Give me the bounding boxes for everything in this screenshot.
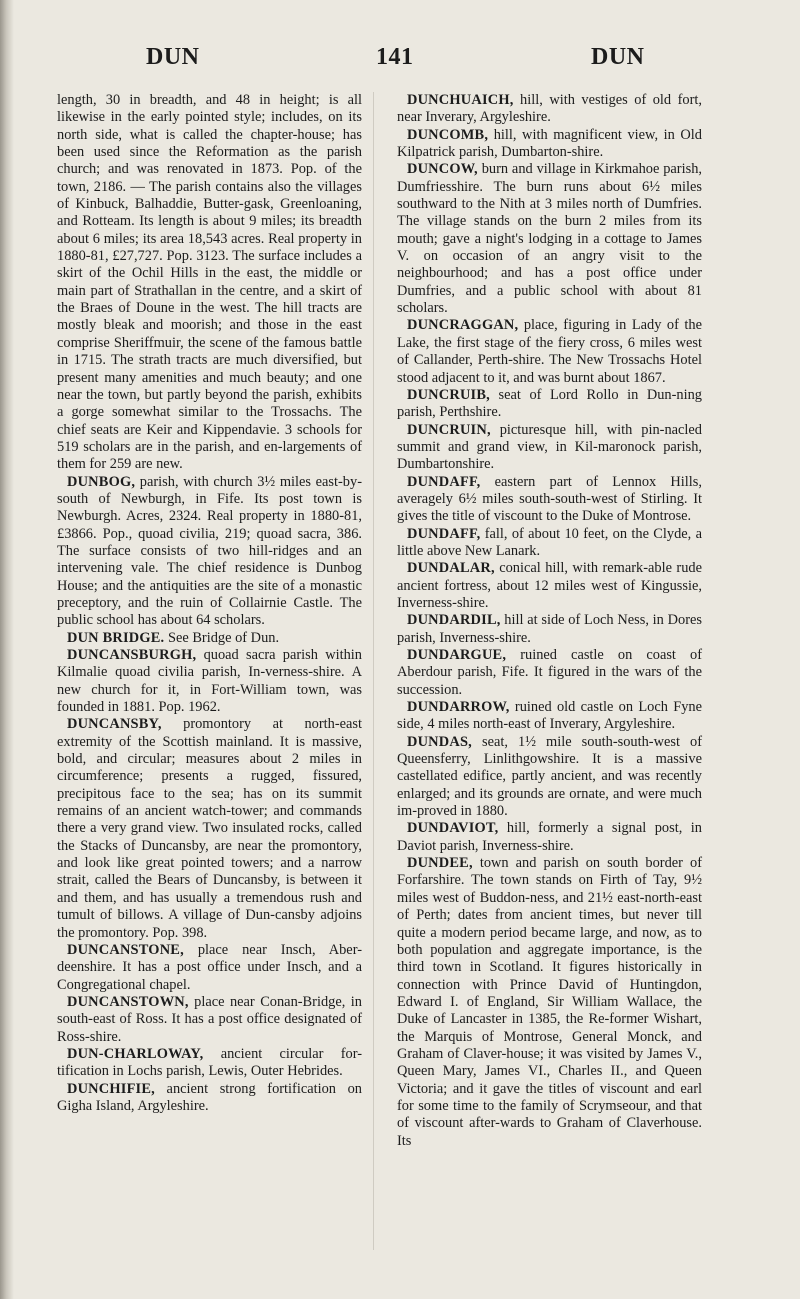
entry-text: hill at side of Loch Ness, in Dores parish, Inverness-shire. [397,612,702,646]
entry-headword: DUNDARDIL, [407,612,501,629]
entry-text: hill, with magnificent view, in Old Kilpatrick parish, Dumbarton-shire. [397,126,702,161]
header-left-word: DUN [146,44,200,70]
gazetteer-entry [57,647,362,716]
gazetteer-entry [397,474,702,526]
entry-text: fall, of about 10 feet, on the Clyde, a little above New Lanark. [397,525,702,559]
entry-headword: DUN-CHARLOWAY, [67,1045,204,1062]
entry-text: seat of Lord Rollo in Dun-ning parish, Perthshire. [397,386,702,421]
entry-text: parish, with church 3½ miles east-by-south of Newburgh, in Fife. Its post town is Newburgh. Acres, 2324. Real property in 1880-81, £3866. Pop., quoad civilia, 219; quoad sacra, 386. The surface consists of two hill-ridges and an intervening vale. The chief residence is Dunbog House; and the antiquities are the site of a monastic preceptory, and the ruin of Collairnie Castle. The public school has about 64 scholars. [57,473,362,629]
entry-text: town and parish on south border of Forfarshire. The town stands on Firth of Tay, 9½ miles west of Buddon-ness, and 21½ east-north-east of Perth; dates from ancient times, but never till quite a modern period became large, and now, as to both population and aggregate importance, is the third town in Scotland. It figures historically in connection with Prince David of Huntingdon, Edward I. of England, Sir William Wallace, the Duke of Lancaster in 1385, the Re-former Wishart, the Marquis of Montrose, General Monck, and Graham of Claver-house; it was visited by James V., Queen Mary, James VI., Charles II., and Queen Victoria; and it gave the titles of viscount and earl for some time to the family of Scrymseour, and that of viscount after-wards to Graham of Claverhouse. Its [397,855,702,1149]
header-right-word: DUN [591,44,645,70]
page-number: 141 [376,44,414,70]
continued-entry-text: length, 30 in breadth, and 48 in height; is all likewise in the early pointed style; includes, on its north side, what is called the chapter-house; has been used since the Reformation as the parish church; and was renovated in 1873. Pop. of the town, 2186. — The parish contains also the villages of Kinbuck, Balhaddie, Butter-gask, Greenloaning, and Rotteam. Its length is about 9 miles; its breadth about 6 miles; its area 18,543 acres. Real property in 1880-81, £27,727. Pop. 3123. The surface includes a skirt of the Ochil Hills in the east, the middle or main part of Strathallan in the centre, and a skirt of the Braes of Doune in the west. The hill tracts are mostly bleak and moorish; and those in the east comprise Sheriffmuir, the scene of the famous battle in 1715. The strath tracts are much diversified, but present many amenities and much beauty; and one near the town, but partly beyond the parish, exhibits a gorge somewhat similar to the Trossachs. The chief seats are Keir and Kippendavie. 3 schools for 519 scholars are in the parish, and en-largements of them for 259 are new. [57,92,362,473]
gazetteer-entry [397,387,702,422]
entry-text: ruined castle on coast of Aberdour parish, Fife. It figured in the wars of the succession. [397,647,702,698]
gazetteer-entry [397,855,702,1150]
entry-text: place near Conan-Bridge, in south-east of Ross. It has a post office designated of Ross-shire. [57,993,362,1045]
right-column [397,92,702,1150]
entry-text: burn and village in Kirkmahoe parish, Dumfriesshire. The burn runs about 6½ miles southward to the Nith at 3 miles north of Dumfries. The village stands on the burn 2 miles from its mouth; gave a night's lodging in a cottage to James V. on occasion of an angry visit to the neighbourhood; and has a post office under Dumfries, and a public school with about 81 scholars. [397,161,702,317]
entry-text: picturesque hill, with pin-nacled summit and grand view, in Kil-maronock parish, Dumbartonshire. [397,421,702,473]
entry-headword: DUNDALAR, [407,560,495,577]
entry-text: eastern part of Lennox Hills, averagely 6½ miles south-south-west of Stirling. It gives the title of viscount to the Duke of Montrose. [397,473,702,525]
entry-text: quoad sacra parish within Kilmalie quoad civilia parish, In-verness-shire. A new church for it, in Fort-William town, was founded in 1881. Pop. 1962. [57,647,362,716]
entry-headword: DUNDAFF, [407,473,481,490]
entry-text: hill, with vestiges of old fort, near Inverary, Argyleshire. [397,92,702,126]
gazetteer-entry [397,92,702,127]
entry-text: place, figuring in Lady of the Lake, the first stage of the fiery cross, 6 miles west of Callander, Perth-shire. The New Trossachs Hotel stood adjacent to it, and was burnt about 1867. [397,317,702,386]
gazetteer-entry [57,942,362,994]
gazetteer-entry [57,1081,362,1116]
gazetteer-entry [57,1046,362,1081]
entry-headword: DUNDAFF, [407,525,481,542]
gazetteer-entry [397,161,702,317]
column-divider [373,92,374,1250]
gazetteer-entry [57,474,362,630]
gazetteer-entry [397,699,702,734]
page-edge-shadow [0,0,14,1299]
gazetteer-entry [397,560,702,612]
entry-headword: DUNCANSTOWN, [67,993,189,1010]
entry-headword: DUNCANSBURGH, [67,647,197,663]
gazetteer-entry [397,647,702,699]
entry-headword: DUNDAVIOT, [407,820,499,837]
entry-text: ancient strong fortification on Gigha Island, Argyleshire. [57,1080,362,1114]
gazetteer-entry [397,422,702,474]
page-header [0,44,800,72]
gazetteer-entry [397,612,702,647]
entry-headword: DUNCRAGGAN, [407,317,519,334]
gazetteer-entry [397,734,702,821]
gazetteer-entry [57,716,362,941]
entry-headword: DUNCHUAICH, [407,92,514,108]
entry-headword: DUNCRUIN, [407,421,491,438]
entry-text: place near Insch, Aber-deenshire. It has a post office under Insch, and a Congregational chapel. [57,941,362,993]
gazetteer-entry [57,630,362,647]
entry-headword: DUNCHIFIE, [67,1080,155,1097]
gazetteer-entry [397,127,702,162]
entry-headword: DUNCANSTONE, [67,941,184,958]
gazetteer-entry [397,820,702,855]
gazetteer-entry [57,994,362,1046]
entry-headword: DUNCOW, [407,161,478,178]
entry-text: conical hill, with remark-able rude ancient fortress, about 12 miles west of Kingussie, Inverness-shire. [397,560,702,611]
gazetteer-entry [397,317,702,386]
left-column [57,92,362,1115]
entry-headword: DUNCANSBY, [67,716,162,733]
entry-headword: DUNDARGUE, [407,647,507,663]
gazetteer-entry [397,526,702,561]
entry-text: ancient circular for-tification in Lochs parish, Lewis, Outer Hebrides. [57,1045,362,1080]
entry-headword: DUNDEE, [407,855,473,872]
entry-headword: DUNCRUIB, [407,386,490,403]
entry-headword: DUNDAS, [407,733,472,750]
entry-headword: DUNDARROW, [407,699,510,716]
entry-text: ruined old castle on Loch Fyne side, 4 miles north-east of Inverary, Argyleshire. [397,699,702,733]
entry-headword: DUNBOG, [67,473,136,490]
entry-text: See Bridge of Dun. [164,629,280,646]
entry-text: hill, formerly a signal post, in Daviot parish, Inverness-shire. [397,820,702,854]
entry-headword: DUN BRIDGE. [67,629,165,646]
entry-headword: DUNCOMB, [407,126,489,143]
entry-text: seat, 1½ mile south-south-west of Queensferry, Linlithgowshire. It is a massive castellated edifice, partly ancient, and was recently enlarged; and its grounds are ornate, and were much im-proved in 1880. [397,733,702,820]
entry-text: promontory at north-east extremity of the Scottish mainland. It is massive, bold, and circular; measures about 2 miles in circumference; presents a rugged, fissured, precipitous face to the sea; has on its summit remains of an ancient watch-tower; and commands there a very grand view. Two insulated rocks, called the Stacks of Duncansby, are near the promontory, and look like great pointed towers; and a narrow strait, called the Bears of Duncansby, is between it and them, and has usually a tremendous rush and tumult of billows. A village of Dun-cansby adjoins the promontory. Pop. 398. [57,716,362,941]
